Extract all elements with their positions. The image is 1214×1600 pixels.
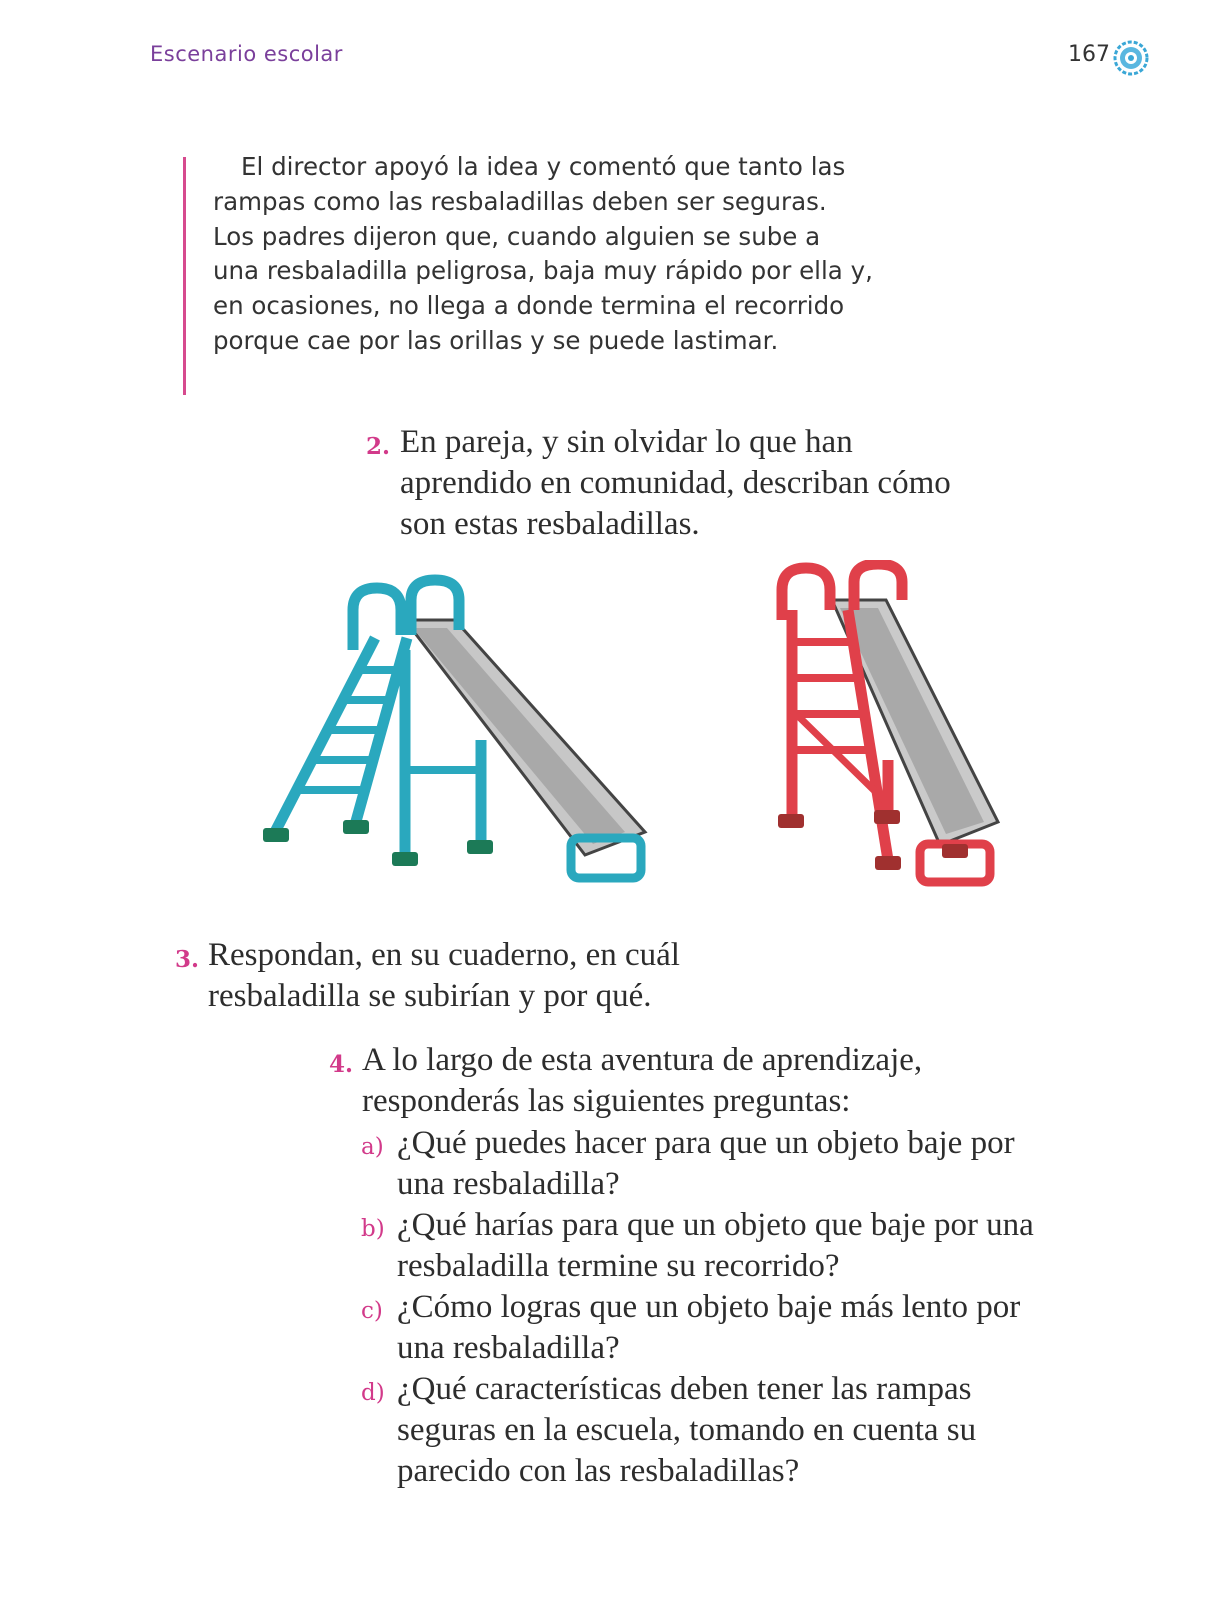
item-number: 3.: [175, 946, 200, 973]
question-letter: b): [361, 1216, 385, 1242]
flower-badge-icon: [1113, 40, 1149, 76]
item-text: Respondan, en su cuaderno, en cuál resbaladilla se subirían y por qué.: [208, 937, 680, 1014]
question-b: [361, 1205, 1047, 1287]
quote-paragraph: El director apoyó la idea y comentó que tanto las rampas como las resbaladillas deben ser seguras. Los padres dijeron que, cuando alguien se sube a una resbaladilla peligrosa, baja muy rápido por ella y, en ocasiones, no llega a donde termina el recorrido porque cae por las orillas y se puede lastimar.: [213, 152, 873, 355]
item-number: 4.: [329, 1051, 354, 1078]
instruction-3: [175, 935, 788, 1017]
question-text: ¿Qué características deben tener las rampas seguras en la escuela, tomando en cuenta su parecido con las resbaladillas?: [397, 1371, 977, 1489]
instruction-4: [329, 1040, 1022, 1122]
question-text: ¿Cómo logras que un objeto baje más lento por una resbaladilla?: [397, 1289, 1021, 1366]
question-a: [361, 1123, 1047, 1205]
page-number: 167: [1068, 42, 1110, 67]
item-text: En pareja, y sin olvidar lo que han aprendido en comunidad, describan cómo son estas resbaladillas.: [400, 424, 951, 542]
question-d: [361, 1369, 1047, 1492]
question-list: [361, 1123, 1047, 1492]
instruction-2: [366, 422, 960, 545]
item-number: 2.: [366, 433, 391, 460]
quote-bar: [183, 157, 186, 395]
question-text: ¿Qué puedes hacer para que un objeto baje por una resbaladilla?: [397, 1125, 1015, 1202]
blue-slide-illustration: [255, 570, 655, 890]
question-letter: c): [361, 1298, 383, 1324]
question-letter: a): [361, 1134, 384, 1160]
question-text: ¿Qué harías para que un objeto que baje por una resbaladilla termine su recorrido?: [397, 1207, 1034, 1284]
red-slide-illustration: [770, 560, 1010, 900]
question-c: [361, 1287, 1047, 1369]
question-letter: d): [361, 1380, 385, 1406]
section-title: Escenario escolar: [150, 42, 343, 66]
item-text: A lo largo de esta aventura de aprendizaje, responderás las siguientes preguntas:: [362, 1042, 923, 1119]
